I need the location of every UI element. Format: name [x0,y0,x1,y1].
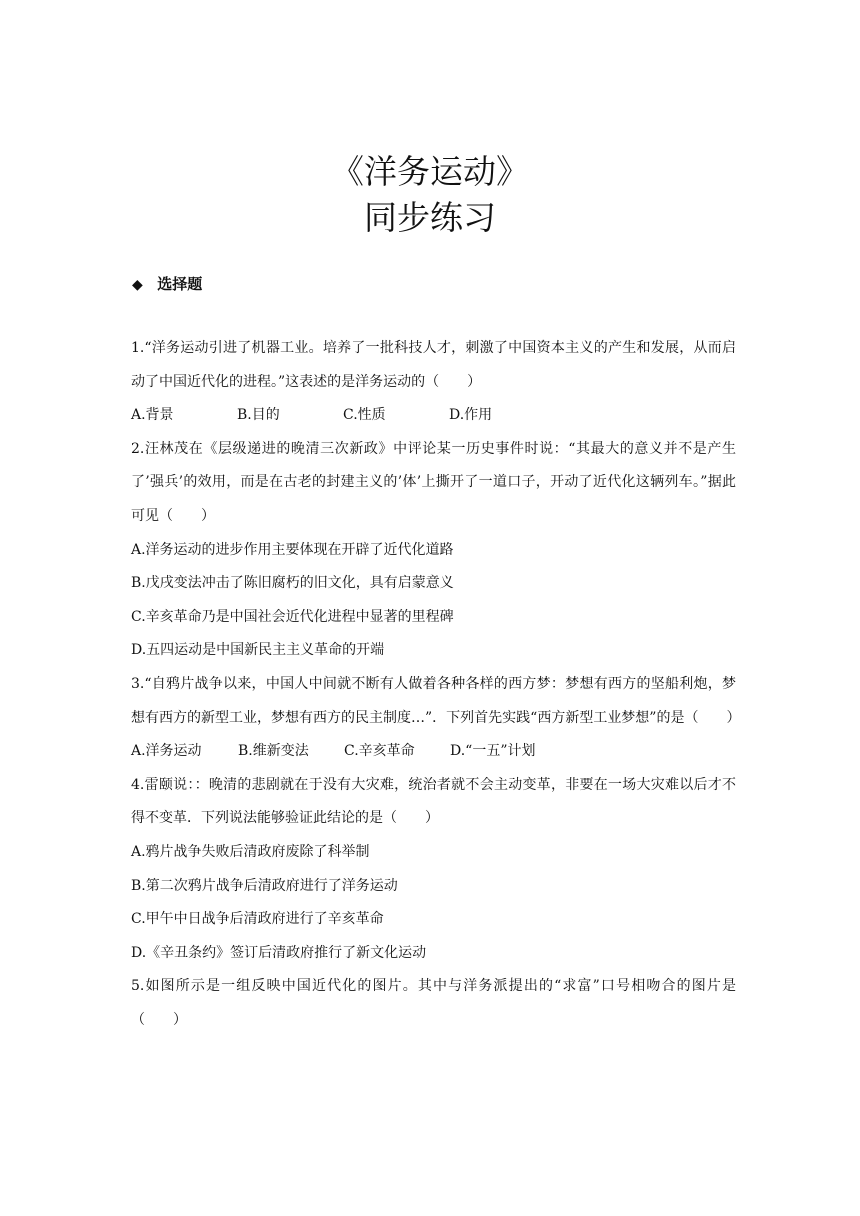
question-4-option-d: D.《辛丑条约》签订后清政府推行了新文化运动 [131,944,427,961]
document-subtitle: 同步练习 [364,198,496,237]
question-2-option-c: C.辛亥革命乃是中国社会近代化进程中显著的里程碑 [131,608,454,625]
question-1-options [131,399,736,433]
question-list [131,332,741,1037]
question-3-option-d: D.“一五”计划 [450,743,536,760]
question-4-stem: 4.雷颐说：：晚清的悲剧就在于没有大灾难，统治者就不会主动变革，非要在一场大灾难以后才不得不变革．下列说法能够验证此结论的是（ ） [131,776,736,827]
question-1-option-a: A.背景 [131,407,174,424]
question-2-option-b: B.戊戌变法冲击了陈旧腐朽的旧文化，具有启蒙意义 [131,575,454,592]
question-3-option-b: B.维新变法 [238,743,309,760]
question-1-option-d: D.作用 [449,407,493,424]
question-3-option-c: C.辛亥革命 [344,743,415,760]
question-3-option-a: A.洋务运动 [131,743,202,760]
question-2-stem: 2.汪林茂在《层级递进的晚清三次新政》中评论某一历史事件时说：“其最大的意义并不是产生了’强兵’的效用，而是在古老的封建主义的’体’上撕开了一道口子，开动了近代化这辆列车。”据此可见（ ） [131,440,736,524]
question-1-stem: 1.“洋务运动引进了机器工业。培养了一批科技人才，刺激了中国资本主义的产生和发展，从而启动了中国近代化的进程。”这表述的是洋务运动的（ ） [131,340,736,390]
question-2-option-a: A.洋务运动的进步作用主要体现在开辟了近代化道路 [131,541,454,558]
section-heading [132,272,202,297]
question-3-options [131,735,736,769]
question-3-stem: 3.“自鸦片战争以来，中国人中间就不断有人做着各种各样的西方梦：梦想有西方的坚船利炮，梦想有西方的新型工业，梦想有西方的民主制度…”．下列首先实践“西方新型工业梦想”的是（ ） [131,675,741,726]
question-4-option-c: C.甲午中日战争后清政府进行了辛亥革命 [131,911,384,928]
question-4-option-a: A.鸦片战争失败后清政府废除了科举制 [131,843,370,860]
question-5-stem: 5.如图所示是一组反映中国近代化的图片。其中与洋务派提出的“求富”口号相吻合的图片是（ ） [131,978,736,1028]
question-4-option-b: B.第二次鸦片战争后清政府进行了洋务运动 [131,877,398,894]
question-1-option-c: C.性质 [343,407,386,424]
question-1-option-b: B.目的 [237,407,280,424]
document-title: 《洋务运动》 [331,152,529,191]
section-heading-label: 选择题 [157,275,203,293]
question-2-option-d: D.五四运动是中国新民主主义革命的开端 [131,642,385,659]
diamond-bullet-icon: ◆ [132,277,143,293]
